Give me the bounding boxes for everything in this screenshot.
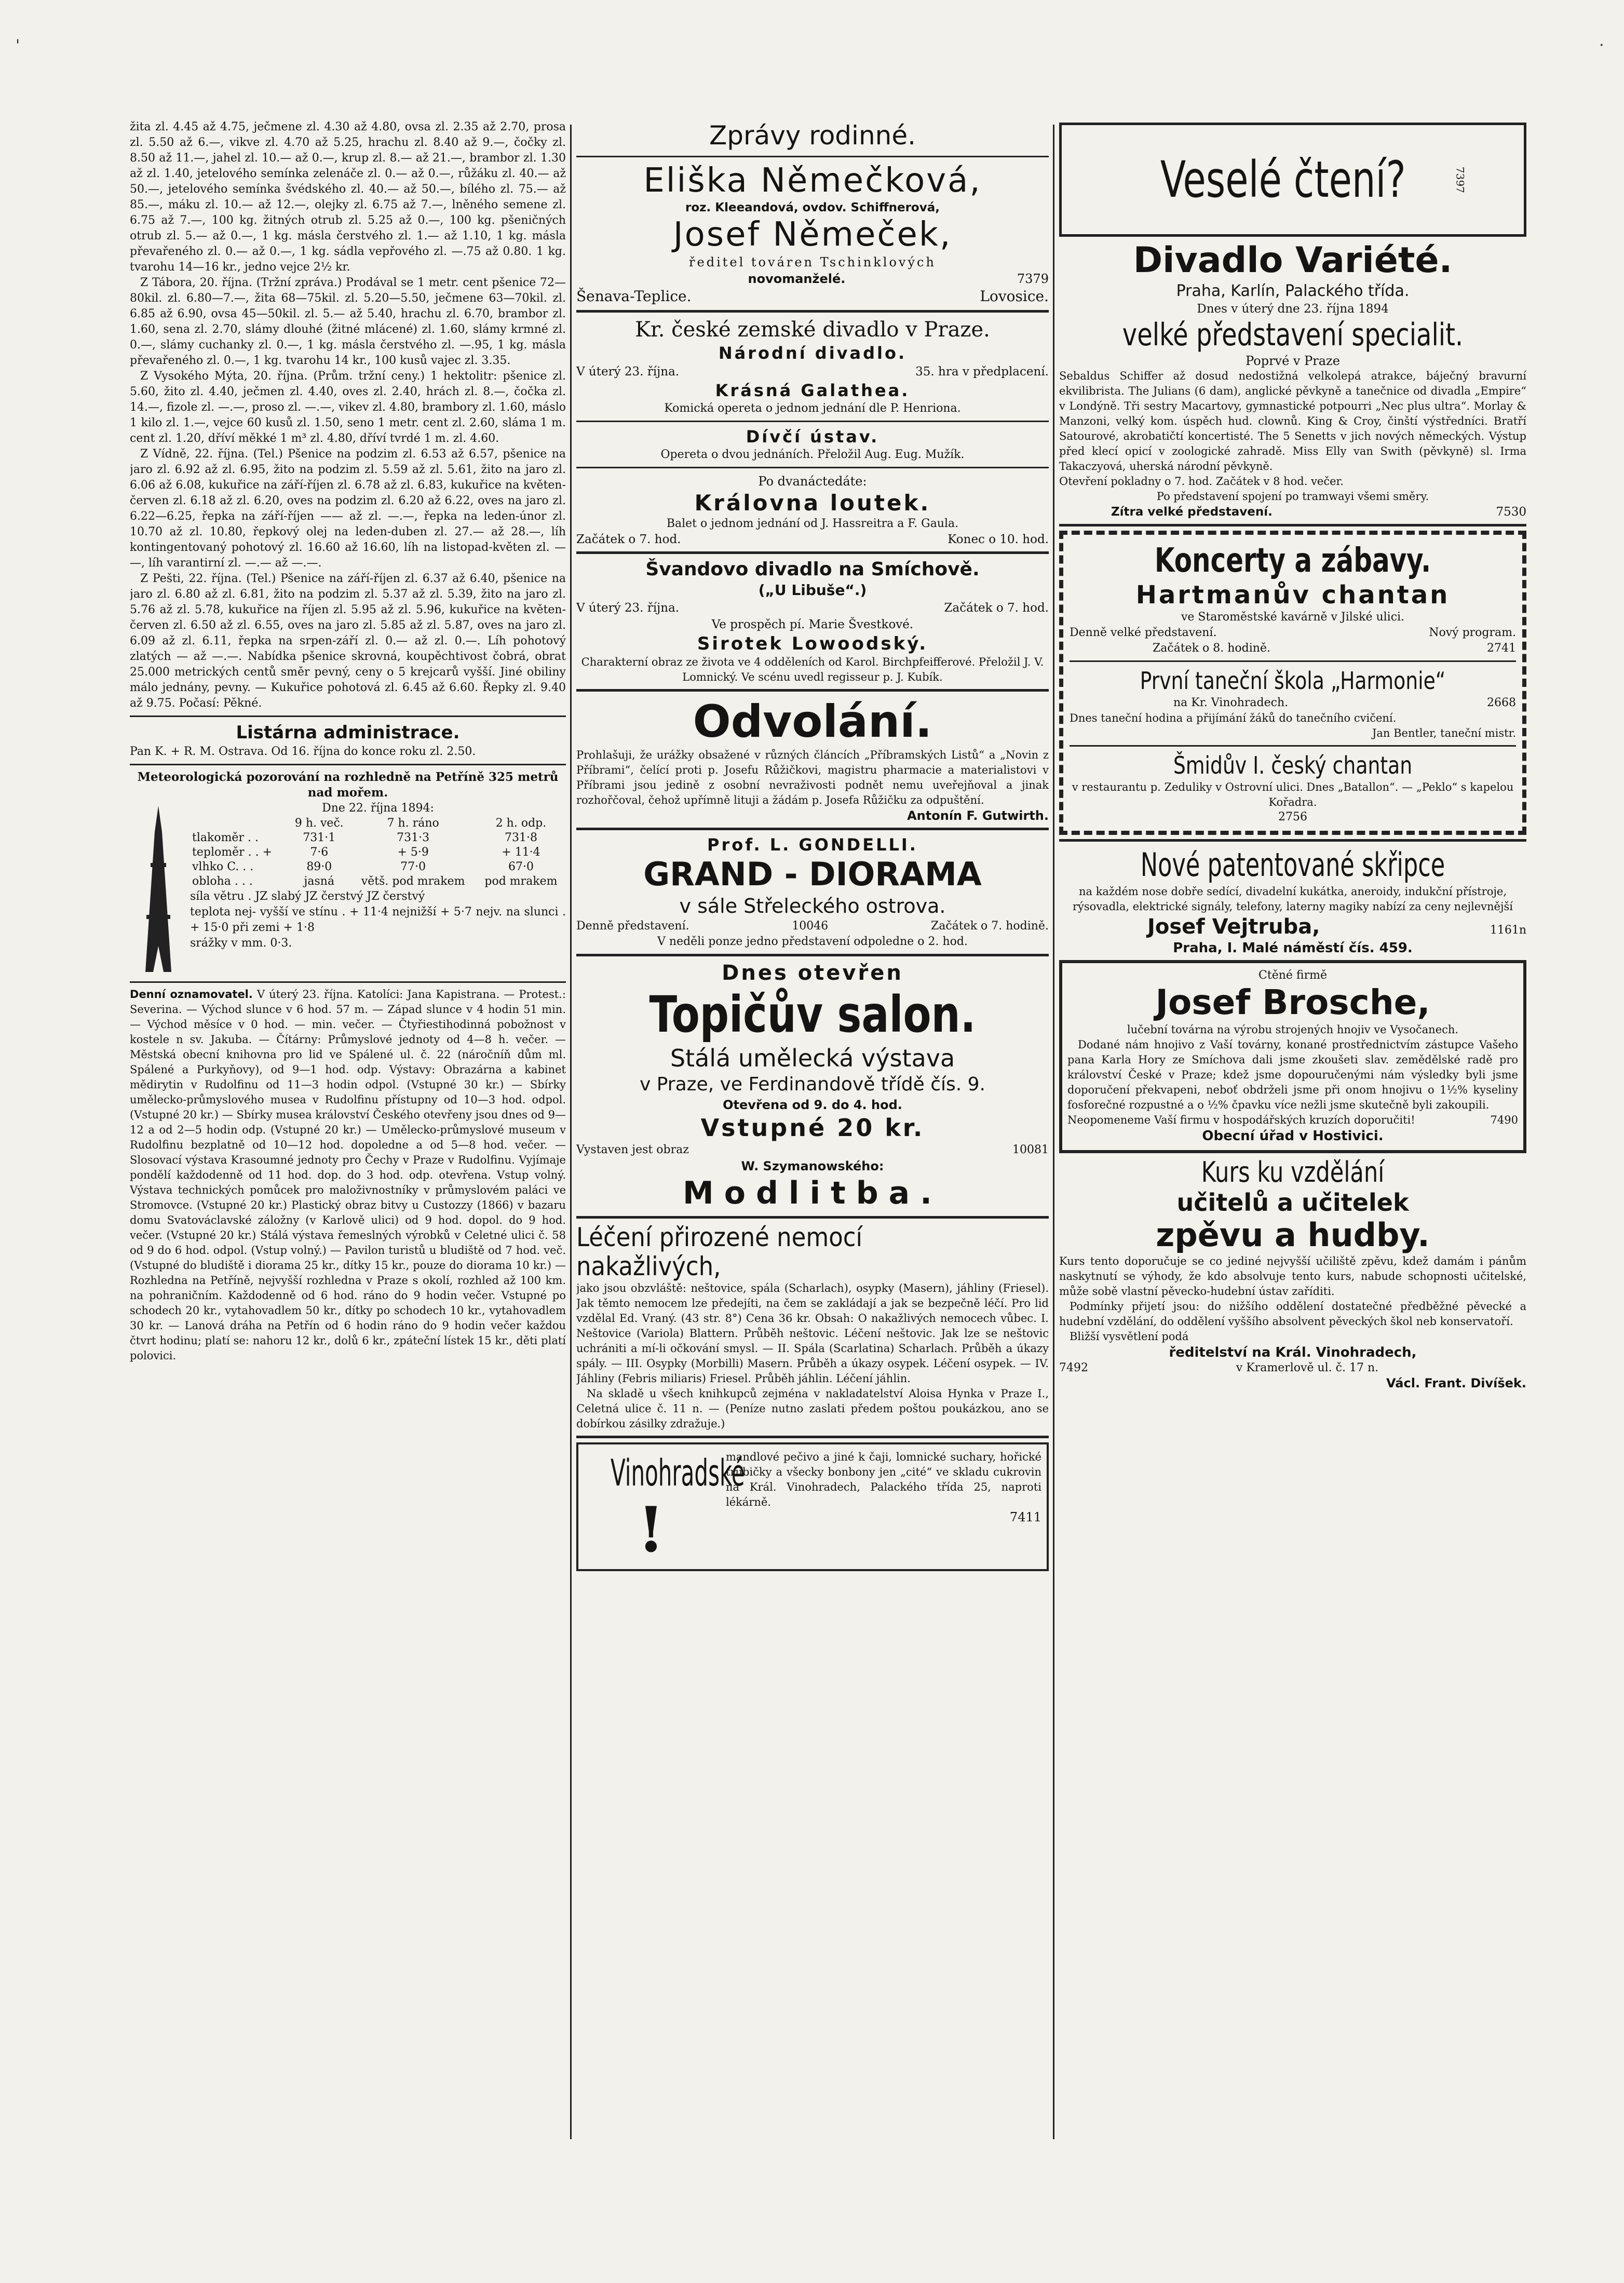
- brosche-signature: Obecní úřad v Hostivici.: [1202, 1128, 1384, 1144]
- meteo-temperature: teplota nej- vyšší ve stínu . + 11·4 nejnižší + 5·7 nejv. na slunci . + 15·0 při zemi + 1·8: [190, 906, 566, 934]
- ad-number: 7530: [1496, 505, 1526, 519]
- kurs-title: Kurs ku vzdělání: [1201, 1156, 1385, 1188]
- svandovo-date: V úterý 23. října.: [576, 601, 680, 615]
- koncerty-title: Koncerty a zábavy.: [1154, 542, 1431, 580]
- petrin-tower-icon: [130, 801, 187, 977]
- narodni-play: Krásná Galathea.: [715, 381, 910, 400]
- exclamation-icon: !: [637, 1493, 665, 1566]
- bride-subtitle: roz. Kleeandová, ovdov. Schiffnerová,: [685, 201, 940, 214]
- nove-skripce: Nové patentované skřipce: [1140, 846, 1445, 884]
- harmonie-signature: Jan Bentler, taneční mistr.: [1372, 727, 1516, 739]
- divider: [576, 1216, 1049, 1219]
- ctene-firme: Ctěné firmě: [1258, 969, 1327, 982]
- divider: [576, 954, 1049, 956]
- oteverena: Otevřena od 9. do 4. hod.: [723, 1098, 902, 1112]
- hartmanuv-start: Začátek o 8. hodině.: [1153, 642, 1270, 655]
- divider: [130, 715, 566, 717]
- brosche-subtitle: lučební továrna na výrobu strojených hnojiv ve Vysočanech.: [1127, 1023, 1459, 1036]
- kurs-teachers: učitelů a učitelek: [1176, 1188, 1409, 1217]
- kurs-music: zpěvu a hudby.: [1156, 1216, 1430, 1254]
- variete-tram: Po představení spojení po tramwayi všemi směry.: [1156, 490, 1429, 503]
- divider: [576, 467, 1049, 468]
- column-rule: [1053, 125, 1054, 2139]
- theatre-title: Kr. české zemské divadlo v Praze.: [635, 318, 990, 342]
- kralovna-desc: Balet o jednom jednání od J. Hassreitra a F. Gaula.: [666, 517, 959, 530]
- vejtruba-name: Josef Vejtruba,: [1147, 915, 1320, 939]
- variete-tomorrow: Zítra velké představení.: [1111, 505, 1273, 519]
- hartmanuv-daily: Denně velké představení.: [1070, 626, 1217, 639]
- place-right: Lovosice.: [980, 288, 1049, 305]
- divider: [1070, 660, 1516, 662]
- smiduv-text: v restaurantu p. Zeduliky v Ostrovní ulici. Dnes „Batallon“. — „Peklo“ s kapelou Kořadra.: [1072, 781, 1514, 808]
- svandovo-benefit: Ve prospěch pí. Marie Švestkové.: [711, 618, 914, 631]
- meteo-row: teploměr . . + 7·6 + 5·9 + 11·4: [192, 846, 540, 859]
- column-market-reports: [130, 119, 566, 2144]
- ad-number: 7492: [1059, 1361, 1088, 1374]
- kralovna-loutek: Královna loutek.: [694, 490, 931, 516]
- ad-number: 2756: [1278, 810, 1307, 823]
- narodni-divadlo: Národní divadlo.: [718, 343, 907, 363]
- leceni-text: jako jsou obzvláště: neštovice, spála (Scharlach), osypky (Masern), jáhliny (Friesel). Jak těmto nemocem lze předejíti, na čem se zakládají a jak se bezpečně léčí. Pro lid vzdělal Ed. Vraný. (43 str. 8°) Cena 36 kr. Obsah: O nakažlivých nemocech vůbec. I. Neštovice (Variola) Blattern. Průběh neštovic. Léčení neštovic. Jak lze se neštovic uchrániti a mí-li očkování smysl. — II. Spála (Scarlatina) Scharlach. Průběh a úkazy spály. — III. Osypky (Morbilli) Masern. Průběh a úkazy osypek. Léčení osypek. — IV. Jáhliny (Febris miliaris) Friesel. Průběh jáhlin. Léčení jáhlin.: [576, 1282, 1049, 1385]
- kurs-text: Kurs tento doporučuje se co jediné nejvyšší učiliště zpěvu, kdež damám i pánům naskytnutí se výhody, že kdo absolvuje tento kurs, nabude schopnosti učitelské, může sobě vlastní pěvecko-hudební ústav zaříditi.: [1059, 1255, 1526, 1298]
- narodni-subscription: 35. hra v předplacení.: [915, 365, 1049, 379]
- sirotek-desc: Charakterní obraz ze života ve 4 odděleních od Karol. Birchpfeifferové. Přeložil J. V. Lomnický. Ve scénu uvedl regisseur p. J. Kubík.: [581, 656, 1044, 683]
- divider: [1059, 524, 1526, 526]
- hartmanuv-place: ve Staroměstské kavárně v Jilské ulici.: [1181, 611, 1405, 624]
- odvolani-signature: Antonín F. Gutwirth.: [907, 808, 1049, 823]
- meteo-wind: síla větru . JZ slabý JZ čerstvý JZ čerstvý: [190, 890, 425, 903]
- variete-title: Divadlo Variété.: [1133, 240, 1453, 281]
- market-report-vysoke-myto: Z Vysokého Mýta, 20. října. (Prům. tržní ceny.) 1 hektolitr: pšenice zl. 5.60, žito zl. 4.40, ječmen zl. 4.40, oves zl. 2.40, hrách zl. 8.—, čočka zl. 14.—, fizole zl. —.—, proso zl. —.—, vikev zl. 4.80, brambory zl. 1.60, máslo 1 kilo zl. 1.—, vejce 60 kusů zl. 1.50, seno 1 metr. cent zl. 2.60, sláma 1 m. cent zl. 1.20, dříví měkké 1 m³ zl. 4.80, dříví tvrdé 1 m. zl. 4.60.: [130, 370, 566, 445]
- hartmanuv-chantan: Hartmanův chantan: [1135, 580, 1450, 610]
- meteo-row: obloha . . . jasná větš. pod mrakem pod mrakem: [192, 875, 558, 888]
- svandovo-start: Začátek o 7. hod.: [944, 601, 1049, 615]
- groom-name: Josef Němeček,: [673, 215, 952, 254]
- kurs-address: v Kramerlově ul. č. 17 n.: [1236, 1361, 1379, 1374]
- sirotek-title: Sirotek Lowoodský.: [697, 633, 928, 654]
- gondelli: Prof. L. GONDELLI.: [707, 835, 918, 855]
- edge-mark: ·: [1599, 36, 1604, 55]
- odvolani-text: Prohlašuji, že urážky obsažené v různých článcích „Příbramských Listů“ a „Novin z Příbrami“, čelící proti p. Josefu Růžičkovi, magistru pharmacie a materialistovi v Příbrami jsou jedině z osobní nevraživosti podnět nemu uveřejňoval a jinak rozhořčoval, čehož upřímně lituji a žádám p. Josefa Růžičku za odpuštění.: [576, 749, 1049, 806]
- ad-number: 7397: [1454, 166, 1467, 193]
- harmonie-title: První taneční škola „Harmonie“: [1140, 667, 1446, 695]
- listarna-text: Pan K. + R. M. Ostrava. Od 16. října do konce roku zl. 2.50.: [130, 745, 476, 758]
- divider: [576, 310, 1049, 313]
- kralovna-start: Začátek o 7. hod.: [576, 533, 681, 546]
- newlyweds-label: novomanželé.: [748, 272, 846, 286]
- narodni-date: V úterý 23. října.: [576, 365, 680, 379]
- ad-number: 7379: [1017, 272, 1049, 286]
- column-announcements: [576, 119, 1049, 2181]
- harmonie-place: na Kr. Vinohradech.: [1173, 696, 1289, 709]
- kurs-info: Bližší vysvětlení podá: [1070, 1330, 1189, 1343]
- harmonie-text: Dnes taneční hodina a přijímání žáků do tanečního cvičení.: [1070, 712, 1397, 724]
- meteo-col-header: 2 h. odp.: [495, 817, 547, 830]
- meteo-rain: srážky v mm. 0·3.: [190, 937, 292, 950]
- ad-number: 2741: [1487, 642, 1516, 655]
- bride-name: Eliška Němečková,: [643, 161, 982, 200]
- divider: [130, 764, 566, 765]
- vinohradske-ad: [576, 1442, 1049, 1571]
- dnes-oteveren: Dnes otevřen: [722, 961, 903, 985]
- meteo-col-header: 7 h. ráno: [387, 817, 439, 830]
- divider: [576, 421, 1049, 422]
- market-report-vienna: Z Vídně, 22. října. (Tel.) Pšenice na podzim zl. 6.53 až 6.57, pšenice na jaro zl. 6.92 až zl. 6.95, žito na podzim zl. 5.59 až zl. 5.61, žito na jaro zl. 6.06 až 6.08, kukuřice na září-říjen zl. 6.78 až zl. 6.83, kukuřice na květen-červen zl. 6.18 až zl. 6.20, oves na podzim zl. 6.20 až 6.22, oves na jaro zl. 6.22—6.25, řepka na září-říjen —— až zl. —.—, řepka na leden-únor zl. 10.70 až zl. 10.80, řepkový olej na leden-duben zl. 27.— až 28.—, líh kontingentovaný pohotový zl. 16.60 až 16.60, líh na listopad-květen zl. — —, líh varantirní zl. —.— až —.—.: [130, 448, 566, 570]
- listarna-title: Listárna administrace.: [236, 722, 460, 743]
- divider: [576, 689, 1049, 692]
- stala-place: v Praze, ve Ferdinandově třídě čís. 9.: [639, 1074, 986, 1095]
- ad-number: 2668: [1487, 696, 1516, 709]
- vesele-cteni-ad: [1059, 123, 1526, 237]
- edge-mark: ': [16, 36, 20, 55]
- kurs-reference: ředitelství na Král. Vinohradech,: [1169, 1345, 1417, 1360]
- meteo-row: vlhko C. . . 89·0 77·0 67·0: [192, 860, 534, 873]
- vejtruba-address: Praha, I. Malé náměstí čís. 459.: [1173, 940, 1413, 956]
- smiduv-chantan: Šmidův I. český chantan: [1173, 751, 1413, 779]
- vystaven: Vystaven jest obraz: [576, 1143, 689, 1156]
- variete-open: Otevření pokladny o 7. hod. Začátek v 8 hod. večer.: [1059, 475, 1344, 488]
- divider: [576, 828, 1049, 830]
- vesele-cteni-title: Veselé čtení?: [1160, 151, 1406, 209]
- kurs-signature: Václ. Frant. Divíšek.: [1386, 1376, 1526, 1390]
- meteo-date: Dne 22. října 1894:: [322, 802, 434, 815]
- stala-vystava: Stálá umělecká výstava: [670, 1044, 955, 1072]
- ad-number: 7411: [1009, 1510, 1041, 1524]
- leceni-sale: Na skladě u všech knihkupců zejména v nakladatelství Aloisa Hynka v Praze I., Celetná ulice č. 11 n. — (Peníze nutno zaslati předem poštou poukázkou, ano se dobírkou zásilky zdražuje.): [576, 1387, 1049, 1430]
- diorama-place: v sále Střeleckého ostrova.: [679, 895, 946, 917]
- diorama-number: 10046: [792, 920, 829, 933]
- column-entertainment: [1059, 119, 1526, 2181]
- variete-big: velké představení specialit.: [1122, 317, 1464, 353]
- groom-subtitle: ředitel továren Tschinklových: [689, 255, 936, 269]
- market-report-paragraph: žita zl. 4.45 až 4.75, ječmene zl. 4.30 až 4.80, ovsa zl. 2.35 až 2.70, prosa zl. 5.50 až 6.—, vikve zl. 4.70 až 5.25, hrachu zl. 8.40 až 9.—, čočky zl. 8.50 až 11.—, jahel zl. 10.— až 0.—, krup zl. 8.— až 21.—, brambor zl. 1.30 až zl. 1.40, jetelového semínka zelenáče zl. 0.— až 0.—, růžáku zl. 40.— až 50.—, jetelového semínka švédského zl. 40.— až 50.—, bílého zl. 75.— až 85.—, máku zl. 10.— až 12.—, olejky zl. 6.75 až 7.—, lněného semene zl. 6.75 až 7.—, 100 kg. žitných otrub zl. 5.25 až 0.—, 100 kg. pšeničných otrub zl. 5.— až 0.—, 1 kg. másla čerstvého zl. 1.— až 1.10, 1 kg. másla převařeného zl. 0.— až 0.—, 1 kg. sádla vepřového zl. —.75 až 0.80. 1 kg. tvarohu 14—16 kr., jedno vejce 2½ kr.: [130, 120, 566, 274]
- diorama-sunday: V neděli ponze jedno představení odpoledne o 2. hod.: [657, 935, 968, 948]
- divider: [576, 1436, 1049, 1438]
- kralovna-end: Konec o 10. hod.: [948, 533, 1049, 546]
- place-left: Šenava-Teplice.: [576, 288, 692, 305]
- leceni-title: Léčení přirozené nemocí nakažlivých,: [576, 1222, 862, 1281]
- modlitba: Modlitba.: [683, 1175, 942, 1211]
- ad-number: 1161n: [1490, 924, 1526, 937]
- odvolani-title: Odvolání.: [693, 696, 932, 748]
- brosche-text: Dodané nám hnojivo z Vaší továrny, konané prostřednictvím zástupce Vašeho pana Karla Hory ze Smíchova dali jsme zkoušeti slav. zemědělské radě pro království České v Praze; kdež jsme dopouručenými nám výsledky byli jsme doporučení překvapeni, neboť obdrželi jsme při onom hnojivu o 1½% kyseliny fosforečné rozpustné a o ½% čpavku více nežli jsme skutečně byli zakoupili.: [1067, 1038, 1518, 1111]
- divider: [130, 981, 566, 983]
- meteo-title: Meteorologická pozorování na rozhledně na Petříně 325 metrů nad mořem.: [137, 770, 559, 800]
- po-dvanacte: Po dvanáctedáte:: [758, 474, 867, 489]
- divci-desc: Opereta o dvou jednáních. Přeložil Aug. Eug. Mužík.: [660, 448, 965, 461]
- denni-text: V úterý 23. října. Katolíci: Jana Kapistrana. — Protest.: Severina. — Východ slunce v 6 hod. 57 m. — Západ slunce v 4 hodin 51 min. — Východ měsíce v 0 hod. — min. večer. — Čtyřiestihodinná pobožnost v kostele n sv. Jakuba. — Čítárny: Průmyslové jednoty od 4—8 h. večer. — Městská obecní knihovna pro lid ve Spálené ul. č. 22 (náročníň dům ml. Spálené a Purkyňovy), od 9—1 hod. odp. Výstavy: Obrazárna a kabinet mědirytin v Rudolfinu od 11—3 hodin odpol. (Vstupné 30 kr.) — Sbírky umělecko-průmyslového musea v Rudolfinu přístupny od 10—3 hod. odpol. (Vstupné 20 kr.) — Sbírky musea království Českého otevřeny jsou dnes od 9—12 a od 2—5 hodin odp. (Vstupné 20 kr.) — Umělecko-průmyslové museum v Rudolfinu bezplatně od 10—12 hod. dopoledne a od 5—8 hod. večer. — Slosovací výstava Krasoumné jednoty pro Čechy v Praze v Rudolfinu. Vyjímaje pondělí každodenně od 11 hod. dop. do 3 hod. odp. otevřena. Vstup volný. Výstava technických pomůcek pro maloživnostníky v průmyslovém paláci ve Stromovce. (Vstupné 20 kr.) Plastický obraz bitvy u Custozzy (1866) v bazaru domu Svatováclavské záložny (v Karlově ulici) od 9 hod. dopol. do 9 hod. večer. (Vstupné 20 kr.) Stálá výstava řemeslných výrobků v Celetné ulici č. 58 od 9 do 6 hod. odpol. (Vstup volný.) — Pavilon turistů u bludiště od 7 hod. več. (Vstupné do bludiště i diorama 25 kr., dítky 15 kr., pouze do diorama 10 kr.) — Rozhledna na Petříně, nejvyšší rozhledna v Praze s okolí, rozhled až 100 km. na pohraničním. Každodenně od 6 hod. ráno do 9 hodin večer. Vstupné po schodech 20 kr., vytahovadlem 50 kr., dítky po schodech 10 kr., vytahovadlem 30 kr. — Lanová dráha na Petřín od 6 hodin ráno do 9 hodin večer každou čtvrt hodinu; platí se: nahoru 12 kr., dolů 6 kr., zpáteční lístek 15 kr., děti platí polovici.: [130, 988, 566, 1362]
- divider: [576, 551, 1049, 554]
- topicuv-salon: Topičův salon.: [649, 985, 976, 1044]
- meteo-row: tlakoměr . . 731·1 731·3 731·8: [192, 831, 537, 844]
- ad-number: 10081: [1012, 1143, 1049, 1156]
- szymanowski: W. Szymanowského:: [741, 1159, 884, 1173]
- grand-diorama: GRAND - DIORAMA: [643, 855, 982, 893]
- market-report-pest: Z Pešti, 22. října. (Tel.) Pšenice na září-říjen zl. 6.37 až 6.40, pšenice na jaro zl. 6.80 až zl. 6.81, žito na podzim zl. 5.37 až zl. 5.39, žito na jaro zl. 5.76 až zl. 5.78, kukuřice na říjen zl. 5.95 až zl. 5.96, kukuřice na květen-červen zl. 6.50 až zl. 6.55, oves na jaro zl. 5.85 až zl. 5.87, oves na jaro zl. 6.09 až zl. 6.11, řepka na srpen-září zl. 0.— až zl. 0.—. Líh pohotový zlatých — až —.—. Nabídka pšenice skrovná, koupěchtivost čobrá, obrat 25.000 metrických centů směr pevný, ceny o 5 krejcarů vyšší. Jiné obiliny málo jednány, pevny. — Kukuřice pohotová zl. 6.45 až 6.60. Řepky zl. 9.40 až 9.75. Počasí: Pěkné.: [130, 572, 566, 710]
- svandovo-divadlo: Švandovo divadlo na Smíchově.: [645, 559, 980, 580]
- divider: [1070, 745, 1516, 747]
- u-libuse: („U Libuše“.): [758, 582, 867, 599]
- variete-first-time: Poprvé v Praze: [1246, 354, 1340, 368]
- brosche-ad: [1059, 960, 1526, 1153]
- family-news-title: Zprávy rodinné.: [709, 120, 916, 151]
- divider: [576, 156, 1049, 157]
- brosche-name: Josef Brosche,: [1155, 982, 1430, 1022]
- denni-title: Denní oznamovatel.: [130, 988, 253, 1001]
- vinohradske-text: mandlové pečivo a jiné k čaji, lomnické suchary, hořické trubičky a všecky bonbony jen „cité“ ve skladu cukrovin na Král. Vinohradech, Palackého třída 25, naproti lékárně.: [726, 1451, 1041, 1508]
- divci-ustav: Dívčí ústav.: [746, 427, 879, 447]
- narodni-desc: Komická opereta o jednom jednání dle P. Henriona.: [664, 402, 961, 415]
- variete-address: Praha, Karlín, Palackého třída.: [1176, 282, 1410, 300]
- divider: [1059, 839, 1526, 842]
- variete-date: Dnes v úterý dne 23. října 1894: [1197, 302, 1389, 316]
- diorama-start: Začátek o 7. hodině.: [931, 920, 1049, 933]
- koncerty-box: [1059, 531, 1526, 835]
- vstupne: Vstupné 20 kr.: [700, 1114, 925, 1142]
- nove-text: na každém nose dobře sedící, divadelní kukátka, aneroidy, indukční přístroje, rýsovadla, elektrické signály, telefony, laterny magiky nabízí za ceny nejlevnější: [1073, 885, 1513, 913]
- hartmanuv-program: Nový program.: [1429, 626, 1516, 639]
- market-report-tabor: Z Tábora, 20. října. (Tržní zpráva.) Prodával se 1 metr. cent pšenice 72—80kil. zl. 6.80—7.—, žita 68—75kil. zl. 5.20—5.50, ječmene 63—70kil. zl. 6.85 až 6.90, ovsa 45—50kil. zl. 5.— až 5.40, hrachu zl. 6.70, brambor zl. 1.60, sena zl. 2.70, slámy dlouhé (žitné mlácené) zl. 1.60, slámy krmné zl. 0.—, slámy cuchanky zl. 0.—, 1 kg. másla čerstvého zl. —.95, 1 kg. másla převařeného zl. 0.—, 1 kg. tvarohu 14 kr., 100 kusů vajec zl. 3.35.: [130, 276, 566, 367]
- meteo-table: [190, 816, 566, 889]
- kurs-conditions: Podmínky přijetí jsou: do nižšího oddělení dostatečné předběžné pěvecké a hudební vzdělání, do oddělení vyššího absolvent pěveckých škol neb konservatoří.: [1059, 1300, 1526, 1328]
- variete-program: Sebaldus Schiffer až dosud nedostižná velkolepá atrakce, báječný bravurní ekvilibrista. The Julians (6 dam), anglické pěvkyně a tanečnice od divadla „Empire“ v Londýně. Tři sestry Macartovy, gymnastické potpourri „Nec plus ultra“. Morlay & Manzoni, velký kom. úspěch hud. clownů. King & Croy, činští výstředníci. Bratří Satourové, akrobatičtí koncertisté. The 5 Senetts v jich nových německých. Výstup před klecí opicí v zoologické zahradě. Miss Elly van Swith (pěvkyně) sl. Irma Takaczyová, uherská národní pěvkyně.: [1059, 370, 1526, 472]
- column-rule: [570, 125, 572, 2139]
- brosche-recommend: Neopomeneme Vaší firmu v hospodářských kruzích doporučiti!: [1067, 1114, 1415, 1126]
- ad-number: 7490: [1490, 1114, 1518, 1126]
- vinohradske-title: Vinohradské: [611, 1452, 745, 1494]
- meteo-col-header: 9 h. več.: [294, 817, 344, 830]
- diorama-daily: Denně představení.: [576, 920, 689, 933]
